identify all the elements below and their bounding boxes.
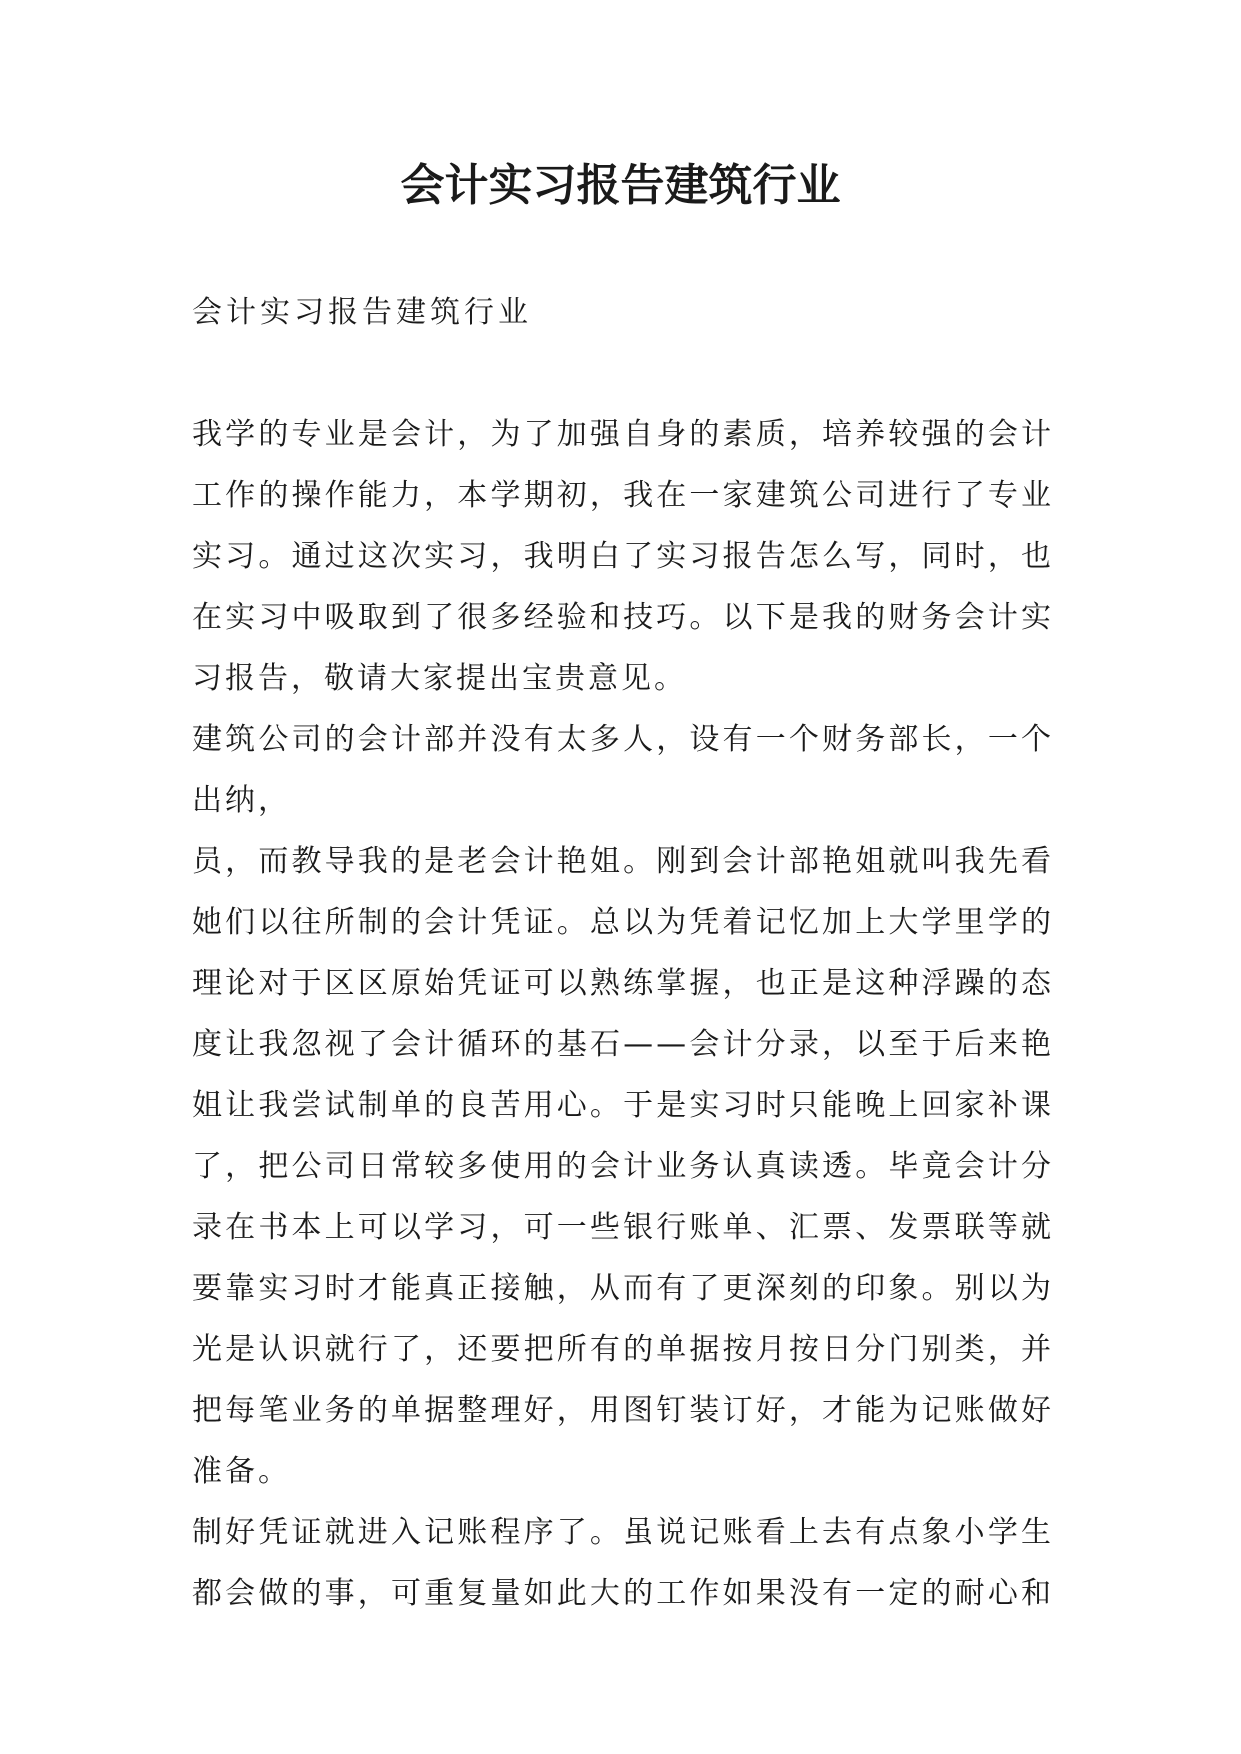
body-line: 把每笔业务的单据整理好，用图钉装订好，才能为记账做好: [192, 1393, 1054, 1428]
document-title: 会计实习报告建筑行业: [400, 160, 841, 211]
body-line: 员，而教导我的是老会计艳姐。刚到会计部艳姐就叫我先看: [192, 844, 1054, 879]
body-line: 光是认识就行了，还要把所有的单据按月按日分门别类，并: [192, 1332, 1054, 1367]
body-line: 在实习中吸取到了很多经验和技巧。以下是我的财务会计实: [192, 600, 1054, 635]
body-line: 工作的操作能力，本学期初，我在一家建筑公司进行了专业: [192, 478, 1054, 513]
body-line: 建筑公司的会计部并没有太多人，设有一个财务部长，一个: [192, 722, 1054, 757]
body-line: 制好凭证就进入记账程序了。虽说记账看上去有点象小学生: [192, 1515, 1054, 1550]
body-line: 我学的专业是会计，为了加强自身的素质，培养较强的会计: [192, 417, 1054, 452]
body-line: 了，把公司日常较多使用的会计业务认真读透。毕竟会计分: [192, 1149, 1054, 1184]
body-line: 她们以往所制的会计凭证。总以为凭着记忆加上大学里学的: [192, 905, 1054, 940]
document-subtitle: 会计实习报告建筑行业: [192, 295, 532, 330]
body-line: 理论对于区区原始凭证可以熟练掌握，也正是这种浮躁的态: [192, 966, 1054, 1001]
body-line: 度让我忽视了会计循环的基石——会计分录，以至于后来艳: [192, 1027, 1054, 1062]
document-body: [192, 404, 1054, 1624]
body-line: 录在书本上可以学习，可一些银行账单、汇票、发票联等就: [192, 1210, 1054, 1245]
body-line: 实习。通过这次实习，我明白了实习报告怎么写，同时，也: [192, 539, 1054, 574]
body-line: 出纳，: [192, 783, 291, 818]
body-line: 姐让我尝试制单的良苦用心。于是实习时只能晚上回家补课: [192, 1088, 1054, 1123]
body-line: 准备。: [192, 1454, 291, 1489]
body-line: 要靠实习时才能真正接触，从而有了更深刻的印象。别以为: [192, 1271, 1054, 1306]
body-line: 习报告，敬请大家提出宝贵意见。: [192, 661, 687, 696]
body-line: 都会做的事，可重复量如此大的工作如果没有一定的耐心和: [192, 1576, 1054, 1611]
